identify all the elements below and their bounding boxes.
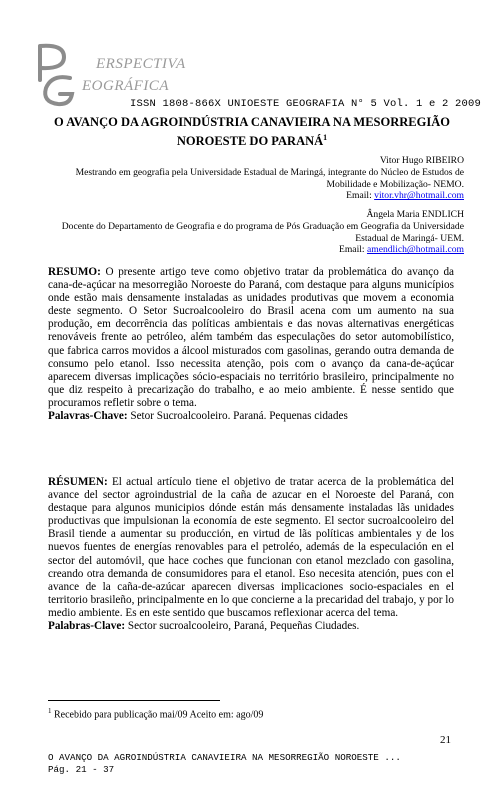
abstract-label: RÉSUMEN: bbox=[48, 476, 108, 488]
keywords-label: Palabras-Clave: bbox=[48, 620, 126, 633]
title-line2: NOROESTE DO PARANÁ$^1$ bbox=[176, 133, 328, 149]
author-name: Ângela Maria ENDLICH bbox=[366, 209, 464, 220]
abstract-body bbox=[48, 266, 454, 410]
keywords-text: Sector sucroalcooleiro, Paraná, Pequeñas Ciudades. bbox=[127, 620, 360, 633]
logo-text-line2: EOGRÁFICA bbox=[82, 78, 169, 94]
footer-line2: Pág. 21 - 37 bbox=[48, 764, 115, 775]
logo-text-line1: ERSPECTIVA bbox=[96, 56, 186, 72]
author-affiliation-line1: Mestrando em geografia pela Universidade Estadual de Maringá, integrante do Núcleo de Estudos de bbox=[75, 166, 464, 178]
author-email-link[interactable]: amendlich@hotmail.com bbox=[366, 244, 464, 256]
journal-logo-initials bbox=[30, 40, 90, 110]
author-email-link[interactable]: vitor.vhr@hotmail.com bbox=[374, 190, 464, 202]
author-affiliation-line2: Mobilidade e Mobilização- NEMO. bbox=[326, 178, 464, 190]
journal-issn-line: ISSN 1808-866X UNIOESTE GEOGRAFIA N° 5 Vol. 1 e 2 2009 bbox=[130, 98, 482, 110]
title-line1: O AVANÇO DA AGROINDÚSTRIA CANAVIEIRA NA MESORREGIÃO bbox=[54, 115, 450, 129]
keywords-label: Palavras-Chave: bbox=[48, 410, 128, 423]
abstract-portuguese bbox=[48, 266, 454, 423]
journal-logo bbox=[30, 40, 186, 110]
author-email-row: Email: amendlich@hotmail.com bbox=[338, 244, 464, 256]
footnote-divider bbox=[48, 700, 220, 701]
keywords-row bbox=[48, 620, 454, 633]
footnote-text: Recebido para publicação mai/09 Aceito em: ago/09 bbox=[54, 709, 264, 721]
abstract-label: RESUMO: bbox=[48, 266, 101, 278]
keywords-row bbox=[48, 410, 454, 423]
article-title bbox=[30, 115, 474, 149]
footnote bbox=[48, 707, 263, 720]
author-affiliation-line1: Docente do Departamento de Geografia e do programa de Pós Graduação em Geografia da Universidade bbox=[61, 220, 464, 232]
abstract-text: El actual artículo tiene el objetivo de tratar acerca de la problemática del avance del sector agroindustrial de la caña de azucar en el Noroeste del Paraná, con destaque para algunos municipios dónde están más densamente instaladas lãs unidades productivas que impulsionan la economía de este segmento. El sector sucroalcooleiro del Brasil tiende a aumentar su producción, en virtud de lãs políticas ambientales y de los nuevos fuentes de energías renovables para el petroléo, además de la especulación en el sector del automóvil, que hace coches que funcionan con etanol mezclado con gasolina, creando otra demanda de consumidores para el etanol. Eso necesita atención, pues con el avance de la caña-de-azúcar aparecen diversas implicaciones socio-espaciales en el territorio brasileño, principalmente en lo que concierne a la precaridad del trabajo, y por lo medio ambiente. Es en este sentido que buscamos reflexionar acerca del tema. bbox=[48, 476, 454, 619]
page-number: 21 bbox=[440, 734, 451, 746]
abstract-text: O presente artigo teve como objetivo tratar da problemática do avanço da cana-de-açúcar na mesorregião Noroeste do Paraná, com destaque para alguns municípios onde estão mais densamente instaladas as unidades produtivas que movem a economia deste segmento. O Setor Sucroalcooleiro do Brasil acena com um aumento na sua produção, em decorrência das políticas ambientais e das novas alternativas energéticas renováveis frente ao petróleo, além também das especulações do setor automobilístico, que fabrica carros movidos a álcool misturados com gasolinas, gerando outra demanda de consumo pelo etanol. Isso necessita atenção, pois com o avanço da cana-de-açúcar aparecem diversas implicações sócio-espaciais no território brasileiro, principalmente no que diz respeito à precarização do trabalho, e ao meio ambiente. É nesse sentido que procuramos refletir sobre o tema. bbox=[48, 266, 455, 409]
author-email-row: Email: vitor.vhr@hotmail.com bbox=[346, 190, 464, 202]
running-footer bbox=[48, 752, 401, 776]
author-affiliation-line2: Estadual de Maringá- UEM. bbox=[355, 232, 464, 244]
author-name: Vitor Hugo RIBEIRO bbox=[379, 155, 464, 166]
title-footnote-mark: 1 bbox=[323, 133, 328, 142]
author-block-2 bbox=[34, 209, 464, 256]
footnote-mark: 1 bbox=[48, 707, 52, 715]
abstract-spanish bbox=[48, 476, 454, 633]
author-block-1 bbox=[64, 155, 464, 202]
footer-line1: O AVANÇO DA AGROINDÚSTRIA CANAVIEIRA NA MESORREGIÃO NOROESTE ... bbox=[48, 752, 401, 763]
keywords-text: Setor Sucroalcooleiro. Paraná. Pequenas cidades bbox=[130, 410, 348, 423]
abstract-body bbox=[48, 476, 454, 620]
